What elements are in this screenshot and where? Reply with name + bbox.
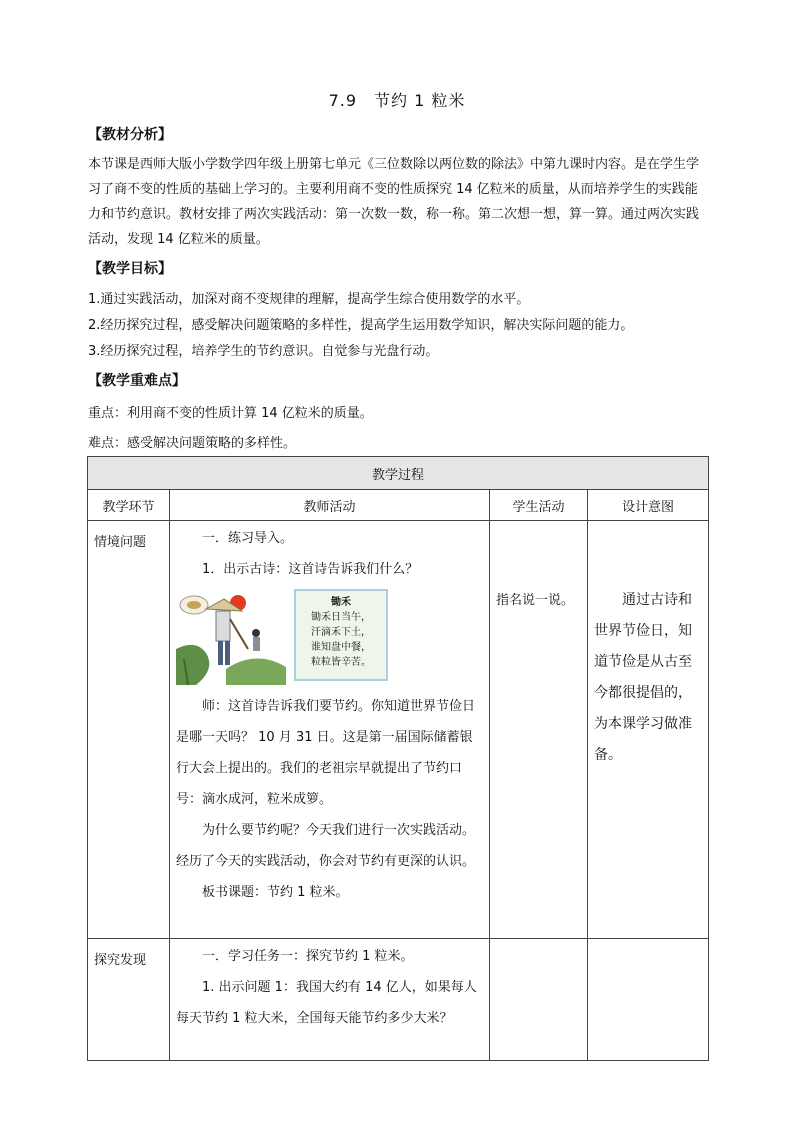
goal-item: 3.经历探究过程，培养学生的节约意识。自觉参与光盘行动。 bbox=[88, 344, 439, 359]
teacher-line: 1．出示古诗：这首诗告诉我们什么？ bbox=[202, 562, 419, 577]
page-title: 7.9 节约 1 粒米 bbox=[328, 91, 466, 110]
key-point: 重点：利用商不变的性质计算 14 亿粒米的质量。 bbox=[88, 406, 373, 421]
poem-title: 锄禾 bbox=[331, 597, 351, 608]
column-header: 教学环节 bbox=[88, 490, 170, 521]
stage-label: 探究发现 bbox=[94, 953, 147, 968]
teacher-line: 一．练习导入。 bbox=[202, 531, 294, 546]
column-header: 学生活动 bbox=[490, 490, 588, 521]
table-row bbox=[88, 939, 709, 1061]
goals-heading: 【教学目标】 bbox=[88, 261, 172, 277]
column-header: 教师活动 bbox=[170, 490, 490, 521]
teacher-activity-cell bbox=[170, 939, 490, 1061]
student-activity: 指名说一说。 bbox=[496, 593, 575, 608]
poem-illustration bbox=[170, 589, 489, 689]
teacher-line: 为什么要节约呢？今天我们进行一次实践活动。经历了今天的实践活动，你会对节约有更深的认识。 bbox=[176, 823, 476, 869]
difficult-point: 难点：感受解决问题策略的多样性。 bbox=[88, 436, 297, 451]
poem-line: 汗滴禾下土， bbox=[311, 627, 371, 638]
table-caption: 教学过程 bbox=[88, 457, 709, 490]
table-row bbox=[88, 521, 709, 939]
analysis-text: 本节课是西师大版小学数学四年级上册第七单元《三位数除以两位数的除法》中第九课时内容。是在学生学习了商不变的性质的基础上学习的。主要利用商不变的性质探究 14 亿粒米的质量，从而培养学生的实践能力和节约意识。教材安排了两次实践活动：第一次数一数，称一称。第二次想一想，算一算。通过两次实践活动，发现 14 亿粒米的质量。 bbox=[88, 157, 700, 247]
analysis-heading: 【教材分析】 bbox=[88, 127, 172, 143]
teacher-line: 1. 出示问题 1：我国大约有 14 亿人，如果每人每天节约 1 粒大米，全国每天能节约多少大米？ bbox=[176, 980, 477, 1026]
poem-line: 粒粒皆辛苦。 bbox=[311, 657, 371, 668]
poem-line: 锄禾日当午， bbox=[311, 612, 371, 623]
goal-item: 1.通过实践活动，加深对商不变规律的理解，提高学生综合使用数学的水平。 bbox=[88, 292, 530, 307]
teaching-process-table bbox=[87, 456, 709, 1061]
design-intent: 通过古诗和世界节俭日，知道节俭是从古至今都很提倡的，为本课学习做准备。 bbox=[594, 592, 692, 763]
column-header: 设计意图 bbox=[588, 490, 709, 521]
teacher-line: 一．学习任务一：探究节约 1 粒米。 bbox=[202, 949, 414, 964]
teacher-line: 板书课题：节约 1 粒米。 bbox=[202, 885, 349, 900]
stage-label: 情境问题 bbox=[94, 535, 147, 550]
poem-line: 谁知盘中餐， bbox=[311, 642, 371, 653]
student-activity bbox=[490, 939, 588, 1061]
design-intent bbox=[588, 939, 709, 1061]
teacher-activity-cell bbox=[170, 521, 490, 939]
goal-item: 2.经历探究过程，感受解决问题策略的多样性，提高学生运用数学知识，解决实际问题的能力。 bbox=[88, 318, 634, 333]
farmer-illustration bbox=[176, 589, 296, 689]
key-points-heading: 【教学重难点】 bbox=[88, 373, 186, 389]
teacher-line: 师：这首诗告诉我们要节约。你知道世界节俭日是哪一天吗？ 10 月 31 日。这是第一届国际储蓄银行大会上提出的。我们的老祖宗早就提出了节约口号：滴水成河，粒米成箩。 bbox=[176, 699, 476, 807]
poem-card bbox=[294, 589, 388, 681]
